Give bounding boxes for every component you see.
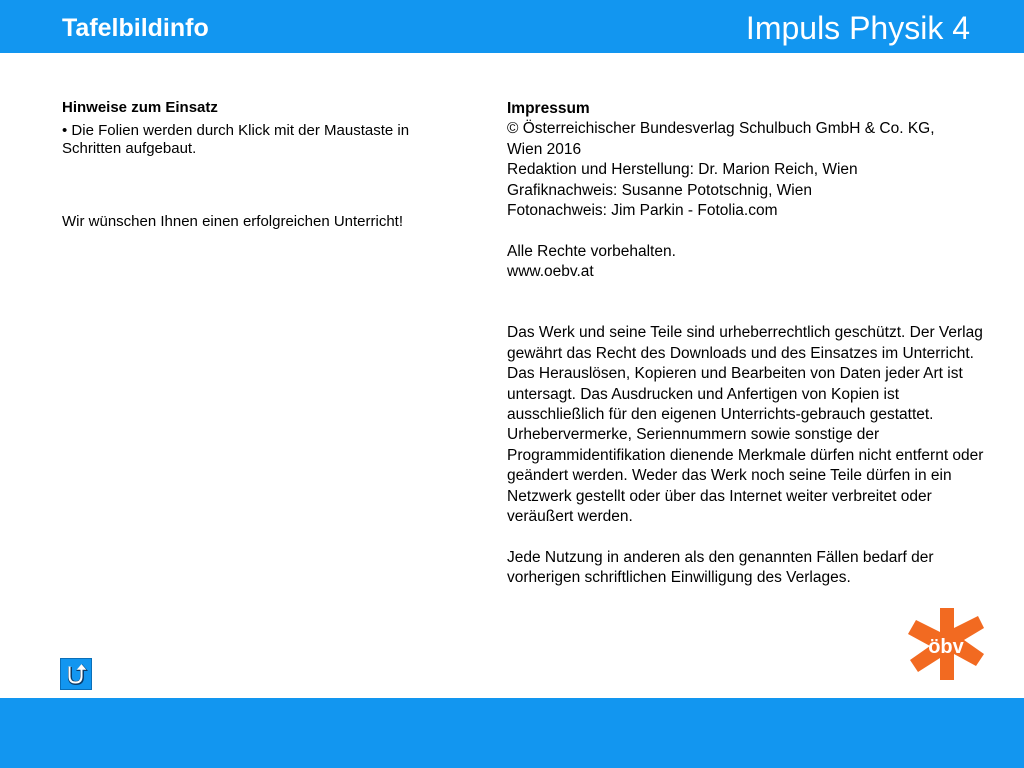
header-bar	[0, 0, 1024, 53]
footer-bar	[0, 698, 1024, 768]
oebv-logo	[908, 606, 984, 682]
wish-text: Wir wünschen Ihnen einen erfolgreichen Unterricht!	[62, 213, 404, 230]
place-year-line: Wien 2016	[507, 140, 582, 158]
rights-line: Alle Rechte vorbehalten.	[507, 242, 676, 260]
back-button[interactable]	[60, 658, 92, 690]
editor-line: Redaktion und Herstellung: Dr. Marion Reich, Wien	[507, 161, 858, 179]
usage-notes	[62, 99, 462, 231]
photo-credit-line: Fotonachweis: Jim Parkin - Fotolia.com	[507, 202, 778, 220]
usage-heading: Hinweise zum Einsatz	[62, 99, 218, 116]
graphics-credit-line: Grafiknachweis: Susanne Pototschnig, Wien	[507, 181, 812, 199]
return-arrow-icon	[61, 659, 91, 689]
website-link[interactable]: www.oebv.at	[507, 263, 594, 281]
legal-text: Das Werk und seine Teile sind urheberrechtlich geschützt. Der Verlag gewährt das Recht des Downloads und des Einsatzes im Unterricht. Das Herauslösen, Kopieren und Bearbeiten von Daten jeder Art ist untersagt. Das Ausdrucken und Anfertigen von Kopien ist ausschließlich für den eigenen Unterrichts-gebrauch gestattet. Urhebervermerke, Seriennummern sowie sonstige der Programmidentifikation dienende Merkmale dürfen nicht entfernt oder geändert werden. Weder das Werk noch seine Teile dürfen in ein Netzwerk gestellt oder über das Internet weiter verbreitet oder veräußert werden.	[507, 324, 984, 526]
impressum-block	[507, 99, 997, 589]
logo-text: öbv	[928, 636, 964, 658]
publisher-line: © Österreichischer Bundesverlag Schulbuch GmbH & Co. KG,	[507, 120, 935, 138]
usage-rights-text: Jede Nutzung in anderen als den genannten Fällen bedarf der vorherigen schriftlichen Einwilligung des Verlages.	[507, 548, 934, 587]
impressum-heading: Impressum	[507, 100, 590, 117]
usage-bullet: • Die Folien werden durch Klick mit der Maustaste in Schritten aufgebaut.	[62, 122, 410, 157]
page-title: Tafelbildinfo	[62, 14, 209, 42]
brand-title: Impuls Physik 4	[745, 10, 970, 46]
